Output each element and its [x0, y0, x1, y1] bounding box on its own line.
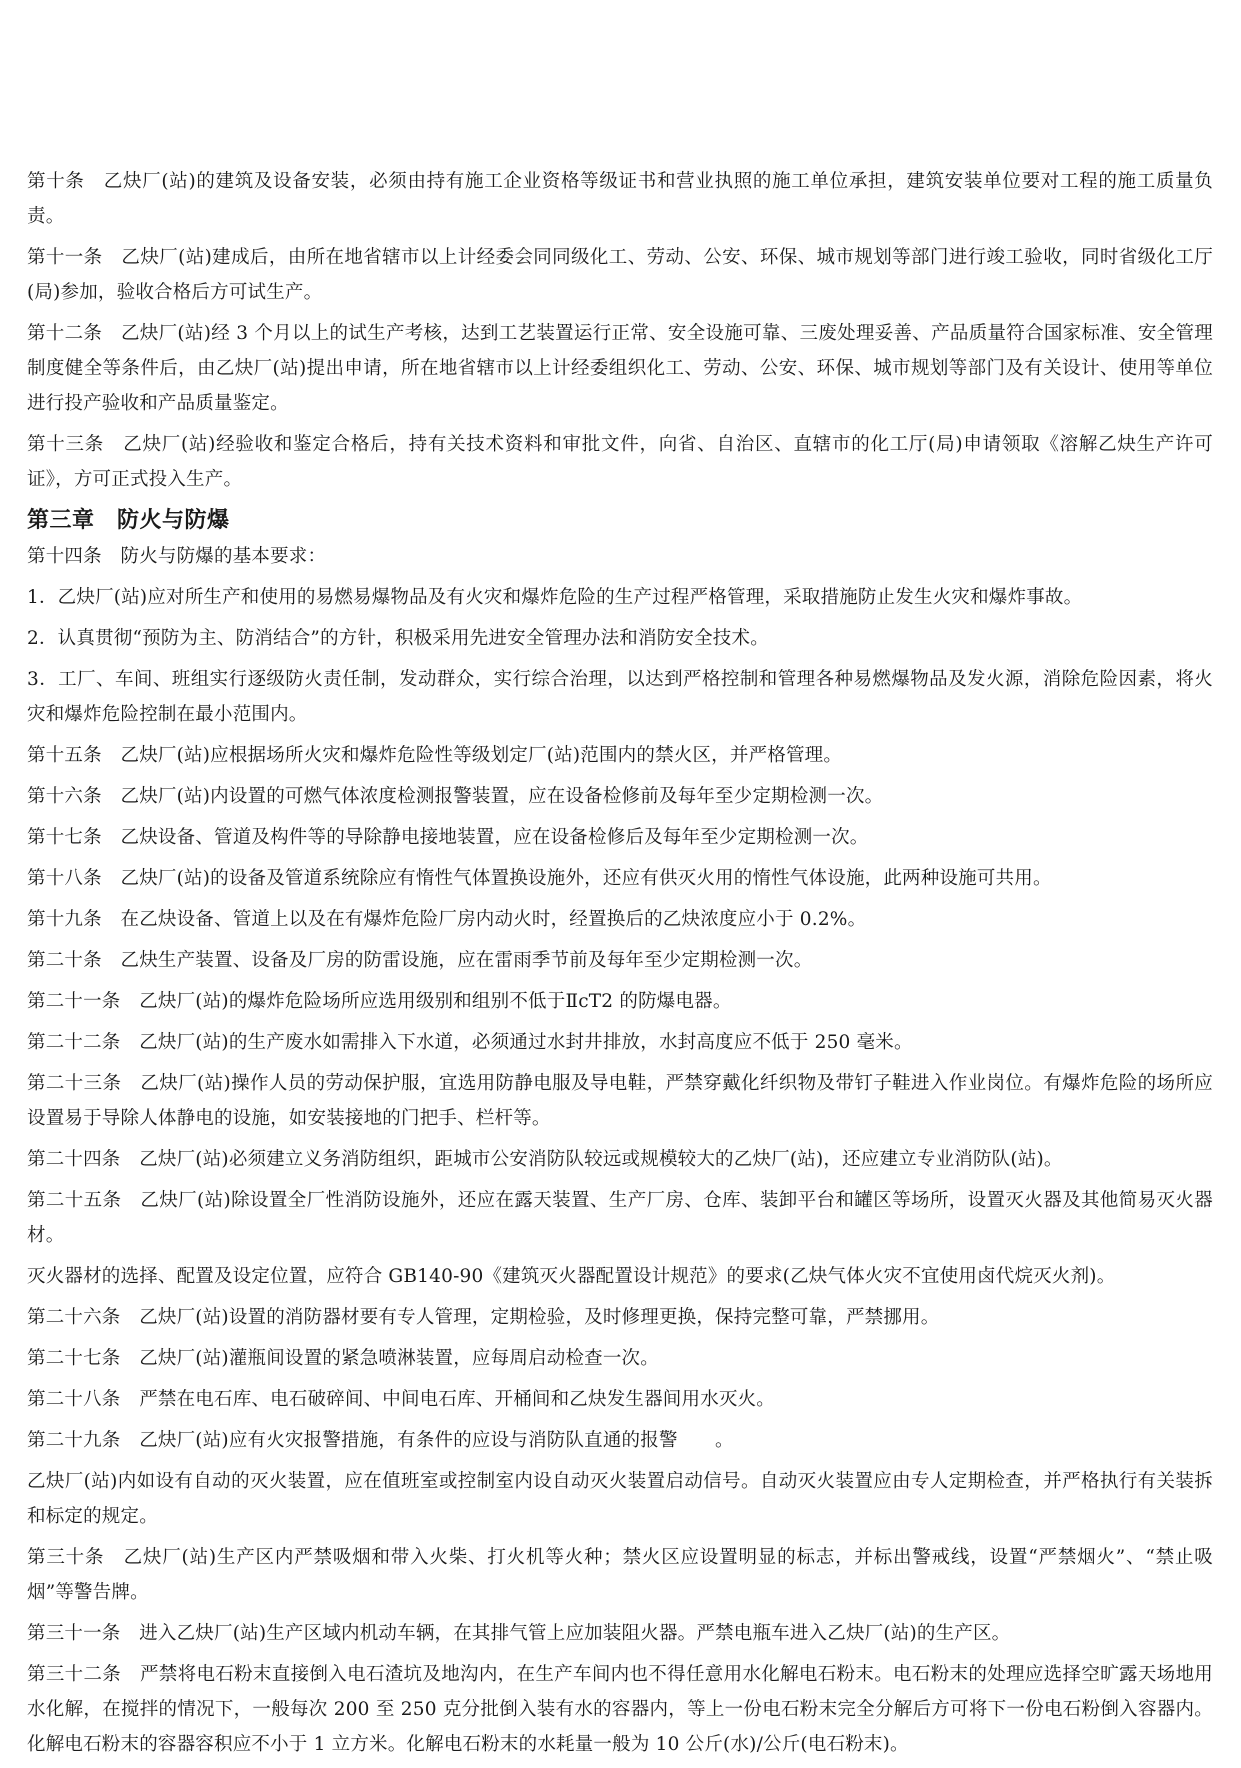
article-13: 第十三条 乙炔厂(站)经验收和鉴定合格后，持有关技术资料和审批文件，向省、自治区、直辖市的化工厅(局)申请领取《溶解乙炔生产许可证》，方可正式投入生产。 [27, 434, 1213, 490]
article-25: 第二十五条 乙炔厂(站)除设置全厂性消防设施外，还应在露天装置、生产厂房、仓库、装卸平台和罐区等场所，设置灭火器及其他简易灭火器材。 [27, 1190, 1213, 1246]
article-28: 第二十八条 严禁在电石库、电石破碎间、中间电石库、开桶间和乙炔发生器间用水灭火。 [27, 1389, 776, 1410]
article-26: 第二十六条 乙炔厂(站)设置的消防器材要有专人管理，定期检验，及时修理更换，保持完整可靠，严禁挪用。 [27, 1307, 940, 1328]
article-16: 第十六条 乙炔厂(站)内设置的可燃气体浓度检测报警装置，应在设备检修前及每年至少定期检测一次。 [27, 786, 884, 807]
article-19: 第十九条 在乙炔设备、管道上以及在有爆炸危险厂房内动火时，经置换后的乙炔浓度应小于 0.2%。 [27, 909, 867, 930]
article-30: 第三十条 乙炔厂(站)生产区内严禁吸烟和带入火柴、打火机等火种；禁火区应设置明显的标志，并标出警戒线，设置“严禁烟火”、“禁止吸烟”等警告牌。 [27, 1547, 1213, 1603]
article-15: 第十五条 乙炔厂(站)应根据场所火灾和爆炸危险性等级划定厂(站)范围内的禁火区，并严格管理。 [27, 745, 843, 766]
document-page [27, 164, 1213, 1768]
article-14: 第十四条 防火与防爆的基本要求： [27, 546, 327, 567]
article-14-item-3: 3．工厂、车间、班组实行逐级防火责任制，发动群众，实行综合治理，以达到严格控制和管理各种易燃爆物品及发火源，消除危险因素，将火灾和爆炸危险控制在最小范围内。 [27, 669, 1213, 725]
article-32: 第三十二条 严禁将电石粉末直接倒入电石渣坑及地沟内，在生产车间内也不得任意用水化解电石粉末。电石粉末的处理应选择空旷露天场地用水化解，在搅拌的情况下，一般每次 200 至 250 克分批倒入装有水的容器内，等上一份电石粉末完全分解后方可将下一份电石粉倒入容器内。化解电石粉末的容器容积应不小于 1 立方米。化解电石粉末的水耗量一般为 10 公斤(水)/公斤(电石粉末)。 [27, 1664, 1213, 1755]
article-22: 第二十二条 乙炔厂(站)的生产废水如需排入下水道，必须通过水封井排放，水封高度应不低于 250 毫米。 [27, 1032, 913, 1053]
article-18: 第十八条 乙炔厂(站)的设备及管道系统除应有惰性气体置换设施外，还应有供灭火用的惰性气体设施，此两种设施可共用。 [27, 868, 1052, 889]
article-29: 第二十九条 乙炔厂(站)应有火灾报警措施，有条件的应设与消防队直通的报警 。 [27, 1430, 734, 1451]
article-25-note: 灭火器材的选择、配置及设定位置，应符合 GB140-90《建筑灭火器配置设计规范》的要求(乙炔气体火灾不宜使用卤代烷灭火剂)。 [27, 1266, 1116, 1287]
article-12: 第十二条 乙炔厂(站)经 3 个月以上的试生产考核，达到工艺装置运行正常、安全设施可靠、三废处理妥善、产品质量符合国家标准、安全管理制度健全等条件后，由乙炔厂(站)提出申请，所在地省辖市以上计经委组织化工、劳动、公安、环保、城市规划等部门及有关设计、使用等单位进行投产验收和产品质量鉴定。 [27, 323, 1213, 414]
article-14-item-1: 1．乙炔厂(站)应对所生产和使用的易燃易爆物品及有火灾和爆炸危险的生产过程严格管理，采取措施防止发生火灾和爆炸事故。 [27, 587, 1083, 608]
article-10: 第十条 乙炔厂(站)的建筑及设备安装，必须由持有施工企业资格等级证书和营业执照的施工单位承担，建筑安装单位要对工程的施工质量负责。 [27, 171, 1213, 227]
article-27: 第二十七条 乙炔厂(站)灌瓶间设置的紧急喷淋装置，应每周启动检查一次。 [27, 1348, 659, 1369]
article-17: 第十七条 乙炔设备、管道及构件等的导除静电接地装置，应在设备检修后及每年至少定期检测一次。 [27, 827, 869, 848]
article-23: 第二十三条 乙炔厂(站)操作人员的劳动保护服，宜选用防静电服及导电鞋，严禁穿戴化纤织物及带钉子鞋进入作业岗位。有爆炸危险的场所应设置易于导除人体静电的设施，如安装接地的门把手、栏杆等。 [27, 1073, 1213, 1129]
article-14-item-2: 2．认真贯彻“预防为主、防消结合”的方针，积极采用先进安全管理办法和消防安全技术。 [27, 628, 769, 649]
chapter-3-title: 第三章 防火与防爆 [27, 508, 230, 533]
article-21: 第二十一条 乙炔厂(站)的爆炸危险场所应选用级别和组别不低于ⅡcT2 的防爆电器。 [27, 991, 732, 1012]
article-11: 第十一条 乙炔厂(站)建成后，由所在地省辖市以上计经委会同同级化工、劳动、公安、环保、城市规划等部门进行竣工验收，同时省级化工厅(局)参加，验收合格后方可试生产。 [27, 247, 1213, 303]
article-24: 第二十四条 乙炔厂(站)必须建立义务消防组织，距城市公安消防队较远或规模较大的乙炔厂(站)，还应建立专业消防队(站)。 [27, 1149, 1063, 1170]
article-20: 第二十条 乙炔生产装置、设备及厂房的防雷设施，应在雷雨季节前及每年至少定期检测一次。 [27, 950, 813, 971]
article-31: 第三十一条 进入乙炔厂(站)生产区域内机动车辆，在其排气管上应加装阻火器。严禁电瓶车进入乙炔厂(站)的生产区。 [27, 1623, 1011, 1644]
article-29-note: 乙炔厂(站)内如设有自动的灭火装置，应在值班室或控制室内设自动灭火装置启动信号。自动灭火装置应由专人定期检查，并严格执行有关装拆和标定的规定。 [27, 1471, 1213, 1527]
